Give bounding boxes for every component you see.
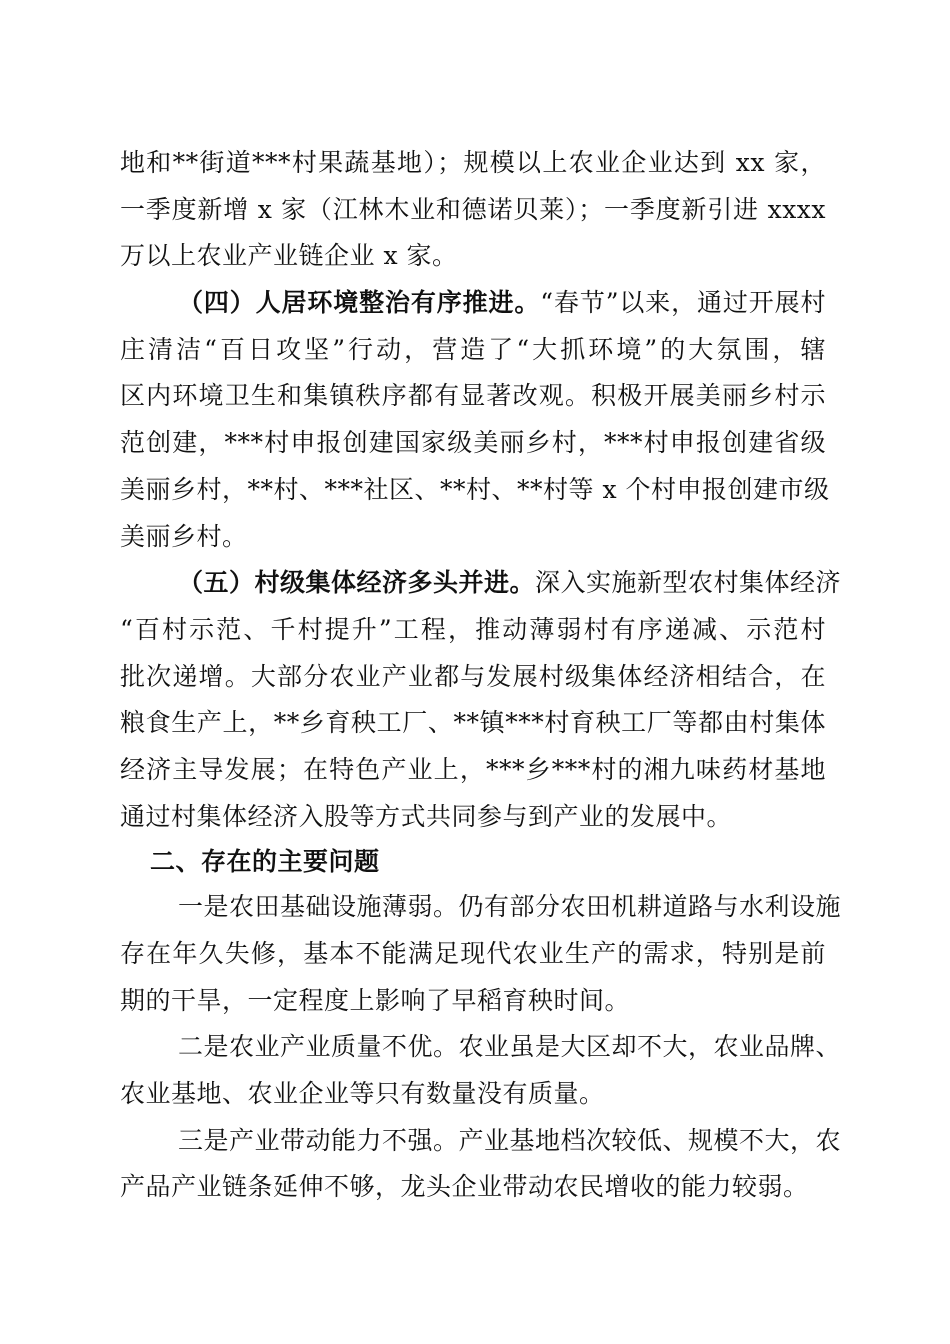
text-span: 深入实施新型农村集体经济: [535, 568, 842, 598]
text-line: 批次递增。大部分农业产业都与发展村级集体经济相结合，在: [120, 661, 826, 691]
text-line: [120, 280, 826, 327]
paragraph-problem-2: [120, 1024, 842, 1117]
paragraph-section-5: [120, 560, 842, 840]
text-line: 美丽乡村，**村、***社区、**村、**村等 x 个村申报创建市级: [120, 474, 830, 504]
text-line: 庄清洁“百日攻坚”行动，营造了“大抓环境”的大氛围，辖: [120, 334, 826, 364]
paragraph-problem-3: [120, 1118, 842, 1211]
text-span: 仍有部分农田机耕道路与水利设施: [458, 892, 842, 922]
text-line: 经济主导发展；在特色产业上，***乡***村的湘九味药材基地: [120, 754, 826, 784]
problem-lead: 二是农业产业质量不优。: [178, 1032, 459, 1062]
subheading-lead: （五）村级集体经济多头并进。: [178, 568, 536, 598]
text-line: 农业基地、农业企业等只有数量没有质量。: [120, 1079, 605, 1109]
text-line: [120, 560, 842, 607]
paragraph-section-4: [120, 280, 830, 560]
paragraph-continued: [120, 140, 826, 280]
text-line: 一季度新增 x 家（江林木业和德诺贝莱）；一季度新引进 xxxx: [120, 194, 826, 224]
text-span: 农业虽是大区却不大，农业品牌、: [458, 1032, 842, 1062]
text-line: 存在年久失修，基本不能满足现代农业生产的需求，特别是前: [120, 939, 826, 968]
document-body: [120, 140, 842, 1211]
text-line: 范创建，***村申报创建国家级美丽乡村，***村申报创建省级: [120, 428, 826, 458]
text-line: 期的干旱，一定程度上影响了早稻育秧时间。: [120, 985, 631, 1015]
text-span: “春节”以来，通过开展村: [540, 288, 826, 318]
section-heading: 二、存在的主要问题: [150, 847, 380, 877]
text-line: 万以上农业产业链企业 x 家。: [120, 241, 458, 271]
subheading-lead: （四）人居环境整治有序推进。: [178, 288, 541, 318]
text-line: 产品产业链条延伸不够，龙头企业带动农民增收的能力较弱。: [120, 1172, 809, 1202]
text-line: 美丽乡村。: [120, 521, 248, 551]
problem-lead: 一是农田基础设施薄弱。: [178, 892, 459, 922]
text-line: 通过村集体经济入股等方式共同参与到产业的发展中。: [120, 801, 733, 831]
problem-lead: 三是产业带动能力不强。: [178, 1125, 459, 1155]
text-span: 产业基地档次较低、规模不大，农: [458, 1125, 842, 1155]
text-line: [120, 1024, 842, 1071]
text-line: 地和**街道***村果蔬基地）；规模以上农业企业达到 xx 家，: [120, 148, 826, 177]
paragraph-problem-1: [120, 884, 842, 1024]
text-line: [120, 884, 842, 931]
text-line: 粮食生产上，**乡育秧工厂、**镇***村育秧工厂等都由村集体: [120, 708, 826, 738]
text-line: 区内环境卫生和集镇秩序都有显著改观。积极开展美丽乡村示: [120, 381, 826, 411]
text-line: “百村示范、千村提升”工程，推动薄弱村有序递减、示范村: [120, 614, 826, 644]
text-line: [120, 1118, 842, 1165]
